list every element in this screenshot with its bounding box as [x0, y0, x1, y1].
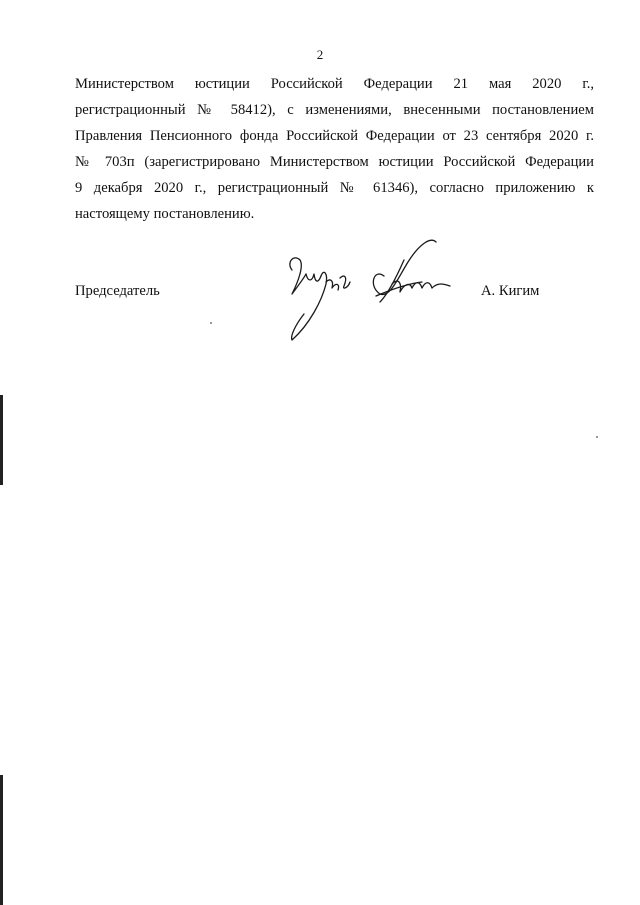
signatory-name: А. Кигим [481, 283, 540, 299]
page-number: 2 [316, 47, 324, 62]
body-text-line: настоящему постановлению. [75, 206, 255, 222]
body-text-line: Министерством юстиции Российской Федерации 21 мая 2020 г., [75, 76, 594, 92]
signatory-title: Председатель [75, 283, 160, 299]
handwritten-signature [280, 238, 470, 348]
scan-speck [210, 322, 212, 324]
scan-speck [596, 436, 598, 438]
scan-edge-mark [0, 775, 3, 905]
body-text-line: Правления Пенсионного фонда Российской Федерации от 23 сентября 2020 г. [75, 128, 594, 144]
scan-edge-mark [0, 395, 3, 485]
body-text-line: 9 декабря 2020 г., регистрационный № 61346), согласно приложению к [75, 180, 594, 196]
body-text-line: № 703п (зарегистрировано Министерством юстиции Российской Федерации [75, 154, 594, 170]
body-text-line: регистрационный № 58412), с изменениями, внесенными постановлением [75, 102, 594, 118]
